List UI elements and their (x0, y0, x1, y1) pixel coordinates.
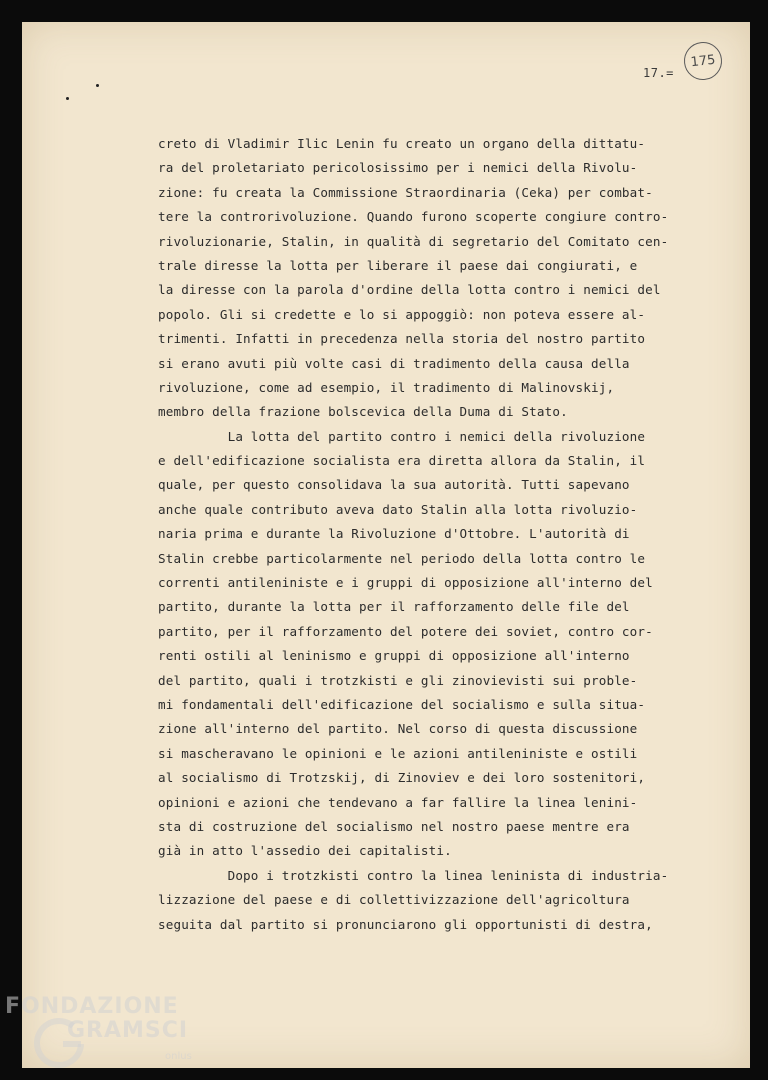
text-line: partito, per il rafforzamento del potere dei soviet, contro cor- (158, 623, 653, 639)
text-line: quale, per questo consolidava la sua autorità. Tutti sapevano (158, 477, 630, 493)
text-line: creto di Vladimir Ilic Lenin fu creato un organo della dittatu- (158, 136, 646, 151)
text-line: anche quale contributo aveva dato Stalin alla lotta rivoluzio- (158, 501, 638, 517)
text-line: zione all'interno del partito. Nel corso di questa discussione (158, 721, 638, 737)
text-line: correnti antileniniste e i gruppi di opposizione all'interno del (158, 575, 653, 591)
text-line: si mascheravano le opinioni e le azioni antileniniste e ostili (158, 745, 638, 761)
text-line: tere la controrivoluzione. Quando furono scoperte congiure contro- (158, 209, 669, 225)
page-number: 17.= (643, 66, 674, 80)
text-line: renti ostili al leninismo e gruppi di opposizione all'interno (158, 648, 630, 664)
text-line: naria prima e durante la Rivoluzione d'Ottobre. L'autorità di (158, 526, 630, 542)
text-line: trale diresse la lotta per liberare il paese dai congiurati, e (158, 257, 638, 273)
watermark-line1: FONDAZIONE (5, 994, 179, 1019)
margin-mark (66, 97, 69, 100)
text-line: sta di costruzione del socialismo nel nostro paese mentre era (158, 818, 630, 834)
text-line: mi fondamentali dell'edificazione del socialismo e sulla situa- (158, 696, 646, 712)
text-line: al socialismo di Trotzskij, di Zinoviev e dei loro sostenitori, (158, 770, 646, 786)
text-line: zione: fu creata la Commissione Straordinaria (Ceka) per combat- (158, 184, 653, 200)
text-line: opinioni e azioni che tendevano a far fallire la linea lenini- (158, 794, 638, 810)
text-line: rivoluzionarie, Stalin, in qualità di segretario del Comitato cen- (158, 233, 669, 249)
text-line: seguita dal partito si pronunciarono gli opportunisti di destra, (158, 916, 653, 932)
text-line: e dell'edificazione socialista era diretta allora da Stalin, il (158, 453, 646, 469)
watermark (5, 994, 205, 1074)
text-line: membro della frazione bolscevica della Duma di Stato. (158, 404, 568, 420)
text-line: popolo. Gli si credette e lo si appoggiò: non poteva essere al- (158, 306, 646, 322)
text-line: si erano avuti più volte casi di tradimento della causa della (158, 355, 630, 371)
text-line: già in atto l'assedio dei capitalisti. (158, 843, 452, 859)
margin-mark (96, 84, 99, 87)
archive-stamp-number: 175 (682, 40, 724, 82)
text-line: partito, durante la lotta per il rafforzamento delle file del (158, 599, 630, 615)
text-line: ra del proletariato pericolosissimo per i nemici della Rivolu- (158, 160, 638, 176)
text-line: la diresse con la parola d'ordine della lotta contro i nemici del (158, 282, 661, 298)
text-line: La lotta del partito contro i nemici della rivoluzione (158, 428, 646, 444)
text-line: rivoluzione, come ad esempio, il tradimento di Malinovskij, (158, 379, 615, 395)
text-line: trimenti. Infatti in precedenza nella storia del nostro partito (158, 331, 646, 347)
text-line: Stalin crebbe particolarmente nel periodo della lotta contro le (158, 550, 646, 566)
text-line: del partito, quali i trotzkisti e gli zinovievisti sui proble- (158, 672, 638, 688)
body-text (158, 132, 738, 937)
text-line: Dopo i trotzkisti contro la linea leninista di industria- (158, 867, 669, 883)
watermark-line3: onlus (165, 1051, 192, 1062)
watermark-line2: GRAMSCI (67, 1018, 189, 1043)
text-line: lizzazione del paese e di collettivizzazione dell'agricoltura (158, 892, 630, 908)
